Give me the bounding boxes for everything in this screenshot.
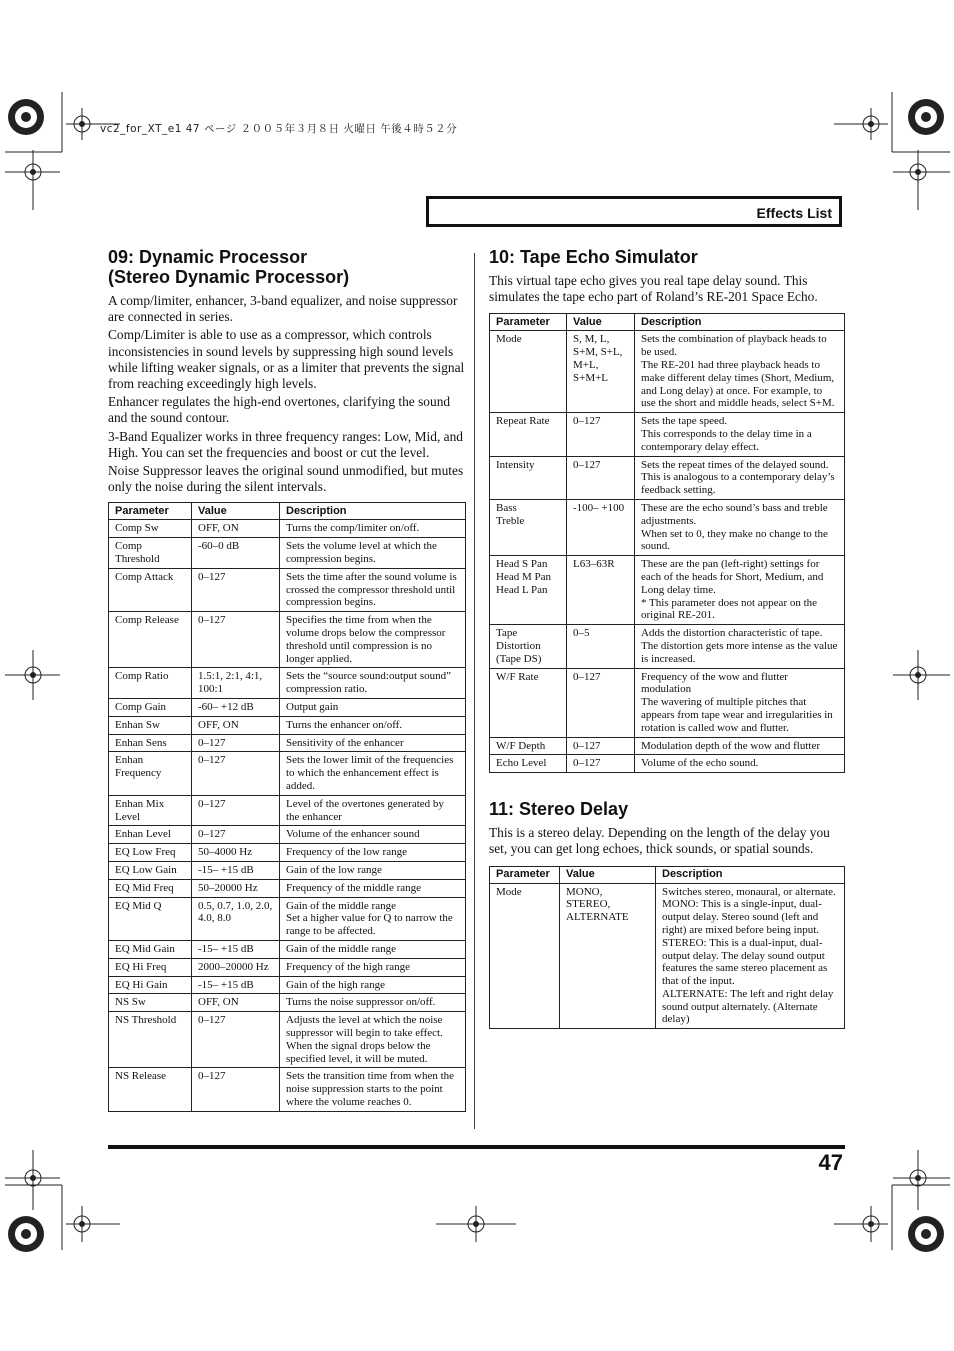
value-cell: 0–127	[567, 737, 635, 755]
column-header: Value	[567, 314, 635, 331]
parameter-cell: Comp Gain	[109, 699, 192, 717]
table-row	[490, 883, 845, 1029]
value-cell: -60–0 dB	[192, 538, 280, 569]
value-cell: 0–127	[567, 456, 635, 499]
table-row	[490, 413, 845, 456]
value-cell: 0.5, 0.7, 1.0, 2.0, 4.0, 8.0	[192, 897, 280, 940]
parameter-cell: Intensity	[490, 456, 567, 499]
table-row	[490, 755, 845, 773]
description-cell: Sets the repeat times of the delayed sound. This is analogous to a contemporary delay’s feedback setting.	[635, 456, 845, 499]
description-cell: These are the echo sound’s bass and treble adjustments. When set to 0, they make no change to the sound.	[635, 499, 845, 555]
parameter-cell: Enhan Frequency	[109, 752, 192, 795]
table-row	[490, 737, 845, 755]
value-cell: 2000–20000 Hz	[192, 958, 280, 976]
column-header: Parameter	[109, 503, 192, 520]
description-cell: Sets the tape speed. This corresponds to the delay time in a contemporary delay effect.	[635, 413, 845, 456]
table-row	[109, 538, 466, 569]
paragraph: Comp/Limiter is able to use as a compressor, which controls inconsistencies in sound levels by suppressing high sound levels while lifting weaker signals, or as a limiter that prevents the signal from reaching exceedingly high levels.	[108, 327, 465, 392]
description-cell: Frequency of the wow and flutter modulation The wavering of multiple pitches that appears from tape wear and irregularities in rotation is called wow and flutter.	[635, 668, 845, 737]
parameter-cell: NS Threshold	[109, 1012, 192, 1068]
parameter-cell: Enhan Mix Level	[109, 795, 192, 826]
table-row	[109, 1012, 466, 1068]
value-cell: OFF, ON	[192, 520, 280, 538]
description-cell: Volume of the enhancer sound	[280, 826, 466, 844]
parameter-cell: Repeat Rate	[490, 413, 567, 456]
table-row	[109, 568, 466, 611]
value-cell: 0–127	[192, 734, 280, 752]
dynamic-processor-title-line2: (Stereo Dynamic Processor)	[108, 267, 350, 287]
description-cell: Output gain	[280, 699, 466, 717]
dynamic-processor-title	[108, 247, 466, 287]
table-row	[109, 734, 466, 752]
parameter-cell: EQ Mid Gain	[109, 940, 192, 958]
table-row	[109, 879, 466, 897]
parameter-cell: EQ Mid Q	[109, 897, 192, 940]
table-row	[109, 994, 466, 1012]
table-row	[109, 897, 466, 940]
value-cell: 0–127	[192, 826, 280, 844]
description-cell: Turns the noise suppressor on/off.	[280, 994, 466, 1012]
description-cell: Sets the lower limit of the frequencies to which the enhancement effect is added.	[280, 752, 466, 795]
parameter-cell: Comp Threshold	[109, 538, 192, 569]
parameter-cell: Comp Attack	[109, 568, 192, 611]
parameter-cell: W/F Depth	[490, 737, 567, 755]
footer-rule	[108, 1145, 845, 1149]
table-header-row	[109, 503, 466, 520]
description-cell: Sets the combination of playback heads to be used. The RE-201 had three playback heads to make different delay times (Short, Medium, and Long delay) at once. For example, to use the short and middle heads, select S+M.	[635, 331, 845, 413]
parameter-cell: EQ Low Freq	[109, 844, 192, 862]
section-header-box	[426, 196, 842, 227]
table-body	[109, 520, 466, 1111]
tape-echo-table	[489, 313, 845, 773]
table-row	[109, 861, 466, 879]
section-header-title: Effects List	[756, 205, 832, 221]
table-row	[109, 940, 466, 958]
description-cell: Turns the enhancer on/off.	[280, 716, 466, 734]
parameter-cell: Mode	[490, 331, 567, 413]
parameter-cell: Head S Pan Head M Pan Head L Pan	[490, 556, 567, 625]
value-cell: 0–127	[567, 755, 635, 773]
value-cell: L63–63R	[567, 556, 635, 625]
parameter-cell: EQ Hi Freq	[109, 958, 192, 976]
table-row	[109, 612, 466, 668]
value-cell: 50–4000 Hz	[192, 844, 280, 862]
right-column	[489, 247, 845, 1029]
description-cell: Sensitivity of the enhancer	[280, 734, 466, 752]
table-row	[109, 795, 466, 826]
parameter-cell: Comp Release	[109, 612, 192, 668]
description-cell: Gain of the low range	[280, 861, 466, 879]
parameter-cell: Comp Ratio	[109, 668, 192, 699]
table-row	[109, 958, 466, 976]
value-cell: 0–127	[192, 568, 280, 611]
paragraph: Enhancer regulates the high-end overtones, clarifying the sound and the sound contour.	[108, 394, 451, 426]
table-header-row	[490, 866, 845, 883]
tape-echo-title: 10: Tape Echo Simulator	[489, 247, 698, 267]
column-divider	[474, 253, 475, 1129]
table-row	[109, 826, 466, 844]
column-header: Value	[192, 503, 280, 520]
table-row	[109, 844, 466, 862]
description-cell: Adjusts the level at which the noise suppressor will begin to take effect. When the signal drops below the specified level, it will be muted.	[280, 1012, 466, 1068]
value-cell: 0–5	[567, 625, 635, 668]
description-cell: Frequency of the high range	[280, 958, 466, 976]
value-cell: -60– +12 dB	[192, 699, 280, 717]
description-cell: Specifies the time from when the volume drops below the compressor threshold until compression is no longer applied.	[280, 612, 466, 668]
stereo-delay-title: 11: Stereo Delay	[489, 799, 629, 820]
table-header-row	[490, 314, 845, 331]
description-cell: Gain of the middle range	[280, 940, 466, 958]
parameter-cell: Bass Treble	[490, 499, 567, 555]
table-row	[490, 625, 845, 668]
value-cell: 0–127	[192, 795, 280, 826]
parameter-cell: Comp Sw	[109, 520, 192, 538]
dynamic-processor-title-line1: 09: Dynamic Processor	[108, 247, 308, 267]
parameter-cell: Echo Level	[490, 755, 567, 773]
left-column	[108, 247, 466, 1112]
column-header: Description	[656, 866, 845, 883]
page-number: 47	[818, 1150, 843, 1175]
parameter-cell: EQ Hi Gain	[109, 976, 192, 994]
table-row	[109, 1068, 466, 1111]
value-cell: -15– +15 dB	[192, 976, 280, 994]
paragraph: 3-Band Equalizer works in three frequency ranges: Low, Mid, and High. You can set the frequencies and boost or cut the level.	[108, 428, 463, 460]
description-cell: Frequency of the low range	[280, 844, 466, 862]
column-header: Parameter	[490, 314, 567, 331]
description-cell: Gain of the middle range Set a higher value for Q to narrow the range to be affected.	[280, 897, 466, 940]
parameter-cell: EQ Low Gain	[109, 861, 192, 879]
value-cell: 0–127	[192, 1012, 280, 1068]
value-cell: -100– +100	[567, 499, 635, 555]
value-cell: OFF, ON	[192, 716, 280, 734]
tape-echo-intro: This virtual tape echo gives you real tape delay sound. This simulates the tape echo part of Roland’s RE-201 Space Echo.	[489, 273, 818, 305]
dynamic-processor-table	[108, 502, 466, 1111]
description-cell: These are the pan (left-right) settings for each of the heads for Short, Medium, and Long delay time. * This parameter does not appear on the original RE-201.	[635, 556, 845, 625]
parameter-cell: NS Sw	[109, 994, 192, 1012]
parameter-cell: Mode	[490, 883, 560, 1029]
description-cell: Adds the distortion characteristic of tape. The distortion gets more intense as the value is increased.	[635, 625, 845, 668]
parameter-cell: Enhan Level	[109, 826, 192, 844]
table-row	[490, 556, 845, 625]
description-cell: Volume of the echo sound.	[635, 755, 845, 773]
value-cell: S, M, L, S+M, S+L, M+L, S+M+L	[567, 331, 635, 413]
description-cell: Gain of the high range	[280, 976, 466, 994]
description-cell: Turns the comp/limiter on/off.	[280, 520, 466, 538]
description-cell: Sets the volume level at which the compression begins.	[280, 538, 466, 569]
table-row	[490, 499, 845, 555]
stereo-delay-intro: This is a stereo delay. Depending on the length of the delay you set, you can get long echoes, thick sounds, or spatial sounds.	[489, 825, 830, 857]
table-row	[109, 520, 466, 538]
value-cell: -15– +15 dB	[192, 940, 280, 958]
value-cell: 50–20000 Hz	[192, 879, 280, 897]
parameter-cell: NS Release	[109, 1068, 192, 1111]
table-row	[109, 699, 466, 717]
table-row	[490, 456, 845, 499]
print-line: vc2_for_XT_e1 47 ページ ２００５年３月８日 火曜日 午後４時５２分	[100, 123, 458, 135]
description-cell: Frequency of the middle range	[280, 879, 466, 897]
column-header: Description	[635, 314, 845, 331]
table-row	[109, 716, 466, 734]
description-cell: Sets the transition time from when the noise suppression starts to the point where the volume reaches 0.	[280, 1068, 466, 1111]
column-header: Parameter	[490, 866, 560, 883]
description-cell: Modulation depth of the wow and flutter	[635, 737, 845, 755]
value-cell: -15– +15 dB	[192, 861, 280, 879]
description-cell: Sets the time after the sound volume is crossed the compressor threshold until compression begins.	[280, 568, 466, 611]
parameter-cell: Tape Distortion (Tape DS)	[490, 625, 567, 668]
parameter-cell: EQ Mid Freq	[109, 879, 192, 897]
table-body	[490, 883, 845, 1029]
table-body	[490, 331, 845, 773]
value-cell: OFF, ON	[192, 994, 280, 1012]
parameter-cell: Enhan Sens	[109, 734, 192, 752]
value-cell: 1.5:1, 2:1, 4:1, 100:1	[192, 668, 280, 699]
column-header: Description	[280, 503, 466, 520]
table-row	[109, 668, 466, 699]
table-row	[109, 752, 466, 795]
parameter-cell: W/F Rate	[490, 668, 567, 737]
value-cell: 0–127	[567, 413, 635, 456]
paragraph: Noise Suppressor leaves the original sound unmodified, but mutes only the noise during the silent intervals.	[108, 463, 464, 495]
table-row	[109, 976, 466, 994]
parameter-cell: Enhan Sw	[109, 716, 192, 734]
table-row	[490, 331, 845, 413]
value-cell: 0–127	[192, 1068, 280, 1111]
value-cell: 0–127	[192, 612, 280, 668]
table-row	[490, 668, 845, 737]
description-cell: Switches stereo, monaural, or alternate. MONO: This is a single-input, dual-output delay. Stereo sound (left and right) are mixed before being input. STEREO: This is a dual-input, dual-output delay. The delay sound output features the same stereo placement as that of the input. ALTERNATE: The left and right delay sound output alternately. (Alternate delay)	[656, 883, 845, 1029]
description-cell: Level of the overtones generated by the enhancer	[280, 795, 466, 826]
description-cell: Sets the “source sound:output sound” compression ratio.	[280, 668, 466, 699]
column-header: Value	[560, 866, 656, 883]
value-cell: MONO, STEREO, ALTERNATE	[560, 883, 656, 1029]
paragraph: A comp/limiter, enhancer, 3-band equalizer, and noise suppressor are connected in series.	[108, 293, 458, 325]
value-cell: 0–127	[192, 752, 280, 795]
stereo-delay-table	[489, 866, 845, 1030]
value-cell: 0–127	[567, 668, 635, 737]
